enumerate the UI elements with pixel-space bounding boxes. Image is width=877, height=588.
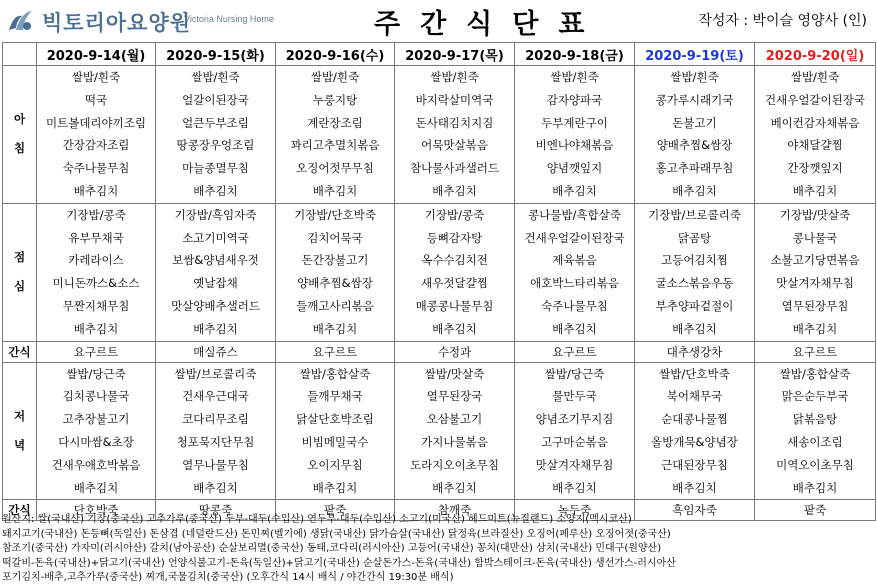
menu-item: 쌀밥/홍합살죽 bbox=[299, 366, 371, 381]
menu-item: 배추김치 bbox=[792, 183, 838, 198]
menu-item: 돈불고기 bbox=[672, 115, 717, 130]
menu-cell bbox=[755, 362, 876, 500]
menu-item: 숙주나물무침 bbox=[541, 298, 608, 313]
menu-item: 닭볶음탕 bbox=[792, 412, 838, 427]
menu-item: 배추김치 bbox=[73, 183, 119, 198]
menu-body bbox=[3, 66, 876, 521]
meal-row bbox=[3, 203, 876, 341]
menu-item: 비엔나야채볶음 bbox=[535, 138, 614, 153]
meal-row bbox=[3, 362, 876, 500]
menu-item: 두부계란구이 bbox=[541, 115, 608, 130]
menu-item: 열무된장무침 bbox=[781, 298, 849, 313]
date-header-saturday: 2020-9-19(토) bbox=[635, 43, 755, 66]
weekly-menu-table bbox=[2, 42, 876, 521]
menu-item: 간장감자조림 bbox=[62, 138, 130, 153]
menu-item: 매실쥬스 bbox=[193, 344, 238, 359]
menu-item: 쌀밥/흰죽 bbox=[71, 70, 121, 84]
menu-cell bbox=[635, 203, 755, 341]
menu-item: 쌀밥/당근죽 bbox=[66, 366, 126, 381]
menu-item: 오이지무침 bbox=[307, 457, 363, 472]
menu-item: 올방개묵&양념장 bbox=[651, 434, 738, 449]
page-title: 주간식단표 bbox=[374, 9, 605, 40]
note-line: 포기김치-배추,고추가루(중국산) 찌개,국물김치(중국산) (오후간식 14시 배식 / 야간간식 19:30분 배식) bbox=[2, 572, 454, 584]
menu-item: 배추김치 bbox=[552, 183, 597, 198]
menu-item: 대추생강차 bbox=[666, 344, 723, 359]
menu-item: 누룽지탕 bbox=[312, 92, 358, 107]
menu-cell bbox=[515, 203, 635, 341]
menu-cell bbox=[755, 66, 876, 204]
menu-cell bbox=[276, 362, 395, 500]
menu-item: 배추김치 bbox=[432, 321, 477, 336]
header bbox=[0, 0, 877, 42]
menu-item: 건새우얼갈이된장국 bbox=[765, 92, 865, 107]
menu-item: 양념깻잎지 bbox=[546, 161, 603, 176]
menu-item: 순대콩나물찜 bbox=[661, 412, 728, 427]
menu-item: 쌀밥/단호박죽 bbox=[659, 366, 730, 381]
menu-item: 배추김치 bbox=[672, 321, 717, 336]
menu-item: 열무나물무침 bbox=[182, 457, 249, 472]
menu-cell bbox=[635, 66, 755, 204]
meal-label bbox=[3, 66, 37, 204]
menu-item: 미역오이초무침 bbox=[776, 457, 854, 472]
menu-item: 카레라이스 bbox=[68, 253, 124, 268]
menu-item: 김치콩나물국 bbox=[62, 389, 130, 404]
meal-label-char: 심 bbox=[13, 279, 26, 294]
menu-item: 물만두국 bbox=[552, 389, 597, 404]
corner-cell bbox=[3, 43, 37, 66]
menu-item: 녹두죽 bbox=[557, 503, 592, 518]
menu-cell bbox=[37, 66, 156, 204]
note-line: 떡갈비-돈육(국내산)+닭고기(국내산) 언양식불고기-돈육(독일산)+닭고기(국내산) 순살돈가스-돈육(국내산) 함박스테이크-돈육(국내산) 생선가스-러시아산 bbox=[2, 557, 676, 569]
menu-item: 맛살양배추샐러드 bbox=[171, 298, 260, 313]
menu-item: 요구르트 bbox=[73, 344, 119, 359]
menu-item: 요구르트 bbox=[552, 344, 597, 359]
menu-item: 기장밥/브로콜리죽 bbox=[648, 207, 741, 222]
menu-cell bbox=[755, 203, 876, 341]
menu-item: 배추김치 bbox=[792, 321, 838, 336]
date-header-sunday: 2020-9-20(일) bbox=[755, 43, 876, 66]
logo bbox=[6, 4, 366, 38]
menu-item: 돈간장불고기 bbox=[301, 253, 369, 268]
menu-item: 단호박죽 bbox=[73, 503, 119, 518]
menu-item: 맛살겨자채무침 bbox=[535, 457, 614, 472]
menu-cell bbox=[395, 341, 515, 362]
menu-item: 양배추찜&쌈장 bbox=[297, 276, 373, 291]
menu-item: 바지락살미역국 bbox=[415, 92, 494, 107]
menu-item: 비빔메밀국수 bbox=[301, 434, 369, 449]
logo-text: 빅토리아요양원 bbox=[42, 11, 192, 35]
menu-item: 배추김치 bbox=[432, 480, 477, 495]
menu-cell bbox=[635, 362, 755, 500]
menu-item: 쌀밥/흰죽 bbox=[550, 70, 599, 84]
menu-item: 배추김치 bbox=[73, 480, 119, 495]
meal-label-char: 점 bbox=[13, 250, 26, 265]
menu-item: 배추김치 bbox=[73, 321, 119, 336]
menu-cell bbox=[276, 341, 395, 362]
menu-item: 부추양파겉절이 bbox=[655, 298, 734, 313]
menu-cell bbox=[755, 341, 876, 362]
menu-item: 소불고기당면볶음 bbox=[770, 253, 860, 268]
menu-item: 북어채무국 bbox=[666, 389, 723, 404]
menu-item: 김치어묵국 bbox=[307, 230, 363, 245]
menu-item: 배추김치 bbox=[672, 183, 717, 198]
menu-item: 얼갈이된장국 bbox=[182, 92, 249, 107]
menu-item: 건새우근대국 bbox=[182, 389, 249, 404]
note-line: 돼지고기(국내산) 돈등뼈(독일산) 돈삼겹 (네덜란드산) 돈민찌(벨기에) 생닭(국내산) 닭가슴살(국내산) 닭정육(브라질산) 오징어(페루산) 오징어젓(중국산) bbox=[2, 528, 671, 540]
menu-item: 코다리무조림 bbox=[182, 412, 249, 427]
menu-item: 등뼈감자탕 bbox=[426, 230, 483, 245]
menu-item: 제육볶음 bbox=[552, 253, 597, 268]
menu-item: 배추김치 bbox=[312, 321, 358, 336]
menu-item: 배추김치 bbox=[552, 321, 597, 336]
menu-item: 들깨고사리볶음 bbox=[296, 298, 374, 313]
menu-item: 고구마순볶음 bbox=[541, 434, 608, 449]
menu-item: 쌀밥/흰죽 bbox=[790, 70, 840, 84]
menu-item: 콩가루시래기국 bbox=[655, 92, 734, 107]
menu-item: 기장밥/콩죽 bbox=[424, 207, 485, 222]
menu-item: 건새우얼갈이된장국 bbox=[524, 230, 625, 245]
menu-item: 굴소스볶음우동 bbox=[655, 276, 734, 291]
menu-item: 팥죽 bbox=[803, 503, 827, 518]
menu-item: 배추김치 bbox=[193, 183, 238, 198]
menu-item: 배추김치 bbox=[552, 480, 597, 495]
menu-item: 배추김치 bbox=[193, 480, 238, 495]
menu-item: 참나물사과샐러드 bbox=[410, 161, 499, 176]
menu-item: 애호박느타리볶음 bbox=[530, 276, 619, 291]
menu-item: 배추김치 bbox=[432, 183, 477, 198]
date-header: 2020-9-17(목) bbox=[395, 43, 515, 66]
menu-item: 쌀밥/흰죽 bbox=[670, 70, 719, 84]
nursing-home-logo-icon bbox=[6, 6, 36, 36]
menu-item: 배추김치 bbox=[792, 480, 838, 495]
menu-item: 가지나물볶음 bbox=[421, 434, 488, 449]
meal-label-char: 녁 bbox=[13, 437, 26, 452]
menu-item: 소고기미역국 bbox=[182, 230, 249, 245]
menu-item: 닭살단호박조림 bbox=[296, 412, 374, 427]
meal-label bbox=[3, 203, 37, 341]
menu-item: 고추장불고기 bbox=[62, 412, 130, 427]
menu-item: 맛살겨자채무침 bbox=[776, 276, 854, 291]
date-header-row bbox=[3, 43, 876, 66]
menu-cell bbox=[37, 362, 156, 500]
menu-item: 쌀밥/홍합살죽 bbox=[779, 366, 851, 381]
meal-label-char: 아 bbox=[13, 112, 26, 127]
menu-item: 근대된장무침 bbox=[661, 457, 728, 472]
menu-item: 콩나물밥/흑합살죽 bbox=[528, 207, 621, 222]
meal-label-char: 저 bbox=[13, 408, 26, 423]
menu-cell bbox=[276, 66, 395, 204]
menu-cell bbox=[515, 362, 635, 500]
logo-english-text: Victoria Nursing Home bbox=[184, 14, 274, 24]
note-line: 참조기(중국산) 가자미(러시아산) 갈치(남아공산) 순살보리멸(중국산) 동태,코다리(러시아산) 고등어(국내산) 꽁치(대만산) 삼치(국내산) 민대구(원양산) bbox=[2, 543, 662, 555]
menu-item: 요구르트 bbox=[792, 344, 838, 359]
menu-item: 숙주나물무침 bbox=[62, 161, 130, 176]
menu-item: 보쌈&양념새우젓 bbox=[172, 253, 259, 268]
meal-label-char: 간식 bbox=[8, 503, 31, 518]
menu-item: 쌀밥/흰죽 bbox=[310, 70, 360, 84]
menu-item: 오삼불고기 bbox=[426, 412, 483, 427]
meal-label bbox=[3, 362, 37, 500]
menu-item: 매콩콩나물무침 bbox=[415, 298, 494, 313]
menu-item: 땅콩죽 bbox=[198, 503, 233, 518]
menu-item: 야채달걀찜 bbox=[787, 138, 843, 153]
menu-item: 배추김치 bbox=[193, 321, 238, 336]
menu-item: 얼큰두부조림 bbox=[182, 115, 249, 130]
menu-item: 고등어김치찜 bbox=[661, 253, 728, 268]
menu-item: 다시마쌈&초장 bbox=[58, 434, 134, 449]
menu-item: 기장밥/단호박죽 bbox=[294, 207, 376, 222]
menu-item: 기장밥/맛살죽 bbox=[779, 207, 851, 222]
menu-item: 양념조기무지짐 bbox=[535, 412, 614, 427]
menu-item: 베이컨감자채볶음 bbox=[770, 115, 860, 130]
menu-item: 들깨무채국 bbox=[307, 389, 363, 404]
menu-item: 쌀밥/흰죽 bbox=[191, 70, 240, 84]
menu-item: 요구르트 bbox=[312, 344, 358, 359]
menu-item: 참깨죽 bbox=[437, 503, 472, 518]
menu-item: 기장밥/흑임자죽 bbox=[174, 207, 257, 222]
menu-item: 무짠지채무침 bbox=[62, 298, 130, 313]
menu-cell bbox=[395, 362, 515, 500]
menu-item: 땅콩장우엉조림 bbox=[176, 138, 255, 153]
menu-item: 쌀밥/당근죽 bbox=[544, 366, 605, 381]
menu-item: 맑은순두부국 bbox=[781, 389, 849, 404]
meal-row bbox=[3, 66, 876, 204]
menu-item: 유부무채국 bbox=[68, 230, 124, 245]
menu-item: 쌀밥/맛살죽 bbox=[424, 366, 485, 381]
menu-item: 쌀밥/브로콜리죽 bbox=[174, 366, 257, 381]
origin-notes bbox=[2, 513, 875, 586]
date-header: 2020-9-14(월) bbox=[37, 43, 156, 66]
menu-item: 마늘종멸무침 bbox=[182, 161, 249, 176]
menu-item: 꽈리고추멸치볶음 bbox=[290, 138, 380, 153]
menu-item: 흑임자죽 bbox=[672, 503, 717, 518]
menu-item: 홍고추파래무침 bbox=[655, 161, 734, 176]
snack-row bbox=[3, 341, 876, 362]
menu-item: 배추김치 bbox=[312, 480, 358, 495]
note-line: 원산지: 쌀(국내산) 기장(중국산) 고추가루(중국산) 두부-대두(수입산) 연두부-대두(수입산) 소고기(미국산) 헤드미트(뉴질랜드) 소양지(멕시코산) bbox=[2, 514, 632, 525]
menu-cell bbox=[37, 341, 156, 362]
menu-cell bbox=[156, 362, 276, 500]
menu-item: 옥수수김치전 bbox=[421, 253, 488, 268]
menu-item: 도라지오이초무침 bbox=[410, 457, 499, 472]
menu-cell bbox=[515, 66, 635, 204]
menu-item: 청포묵지단무침 bbox=[176, 434, 255, 449]
menu-item: 돈사태김치지짐 bbox=[415, 115, 494, 130]
menu-cell bbox=[37, 203, 156, 341]
menu-item: 쌀밥/흰죽 bbox=[430, 70, 479, 84]
menu-item: 팥죽 bbox=[323, 503, 347, 518]
menu-item: 콩나물국 bbox=[792, 230, 838, 245]
menu-item: 감자양파국 bbox=[546, 92, 603, 107]
menu-item: 새우젓달걀찜 bbox=[421, 276, 488, 291]
menu-item: 미트볼데리야끼조림 bbox=[46, 115, 146, 130]
menu-cell bbox=[156, 203, 276, 341]
menu-item: 오징어젓무무침 bbox=[296, 161, 374, 176]
date-header: 2020-9-16(수) bbox=[276, 43, 395, 66]
menu-item: 닭곰탕 bbox=[677, 230, 712, 245]
snack-label bbox=[3, 341, 37, 362]
date-header: 2020-9-18(금) bbox=[515, 43, 635, 66]
menu-cell bbox=[276, 203, 395, 341]
menu-cell bbox=[395, 66, 515, 204]
meal-label-char: 간식 bbox=[8, 344, 31, 359]
meal-label-char: 침 bbox=[13, 141, 26, 156]
menu-item: 양배추찜&쌈장 bbox=[656, 138, 733, 153]
menu-item: 옛날잡채 bbox=[193, 276, 238, 291]
menu-item: 새송이조림 bbox=[787, 434, 843, 449]
menu-item: 수정과 bbox=[437, 344, 472, 359]
menu-cell bbox=[635, 341, 755, 362]
menu-item: 배추김치 bbox=[672, 480, 717, 495]
menu-cell bbox=[156, 341, 276, 362]
menu-item: 기장밥/콩죽 bbox=[66, 207, 126, 222]
menu-item: 떡국 bbox=[84, 92, 108, 107]
menu-item: 계란장조림 bbox=[307, 115, 363, 130]
menu-item: 건새우애호박볶음 bbox=[51, 457, 141, 472]
menu-cell bbox=[156, 66, 276, 204]
menu-item: 어묵맛살볶음 bbox=[421, 138, 488, 153]
menu-item: 배추김치 bbox=[312, 183, 358, 198]
menu-cell bbox=[395, 203, 515, 341]
author-line: 작성자 : 박이슬 영양사 (인) bbox=[698, 13, 867, 29]
menu-item: 간장깻잎지 bbox=[787, 161, 843, 176]
menu-item: 미니돈까스&소스 bbox=[52, 276, 140, 291]
menu-item: 열무된장국 bbox=[426, 389, 483, 404]
date-header: 2020-9-15(화) bbox=[156, 43, 276, 66]
menu-cell bbox=[515, 341, 635, 362]
